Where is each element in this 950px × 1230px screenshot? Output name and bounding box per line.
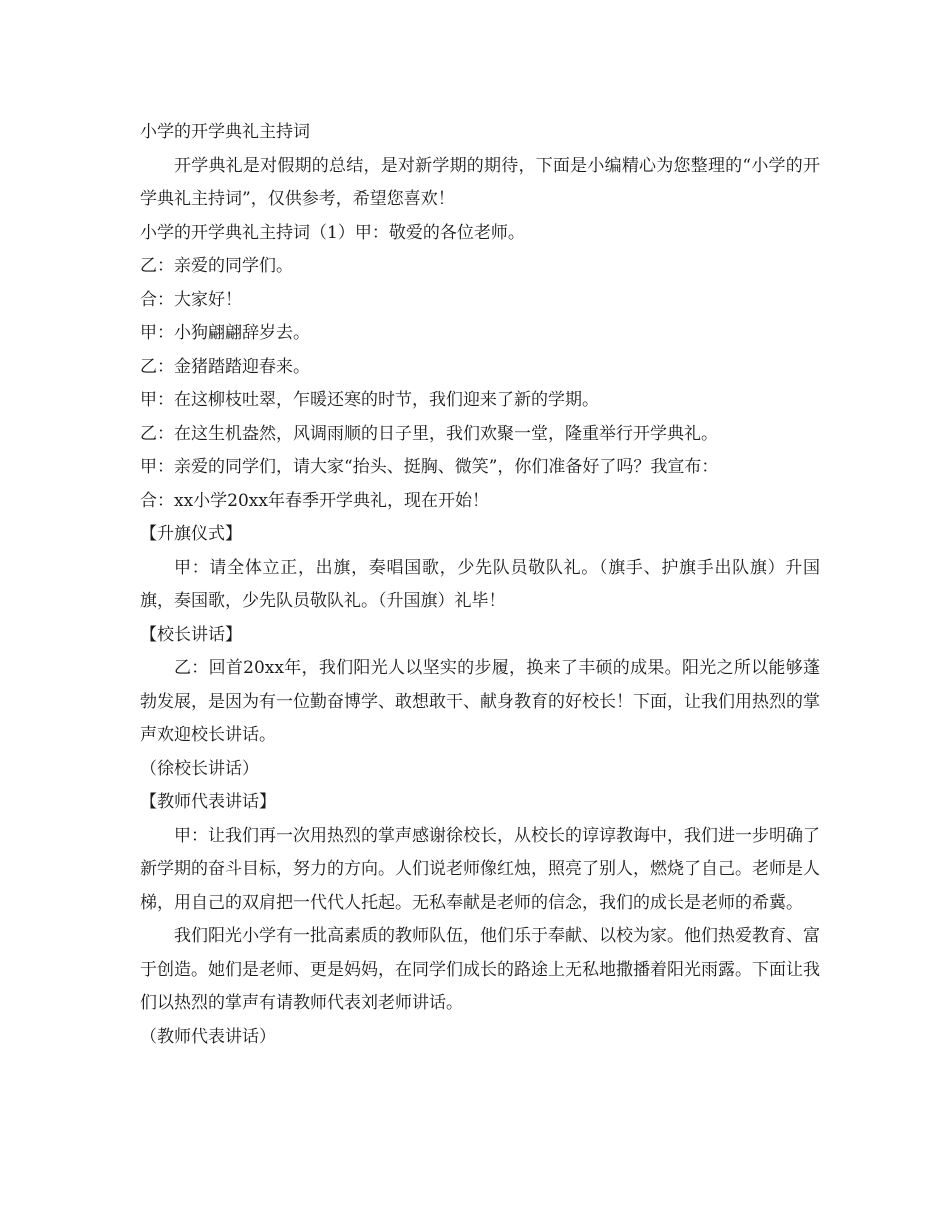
- teacher-paragraph-2: 我们阳光小学有一批高素质的教师队伍，他们乐于奉献、以校为家。他们热爱教育、富于创造。她们是老师、更是妈妈，在同学们成长的路途上无私地撒播着阳光雨露。下面让我们以热烈的掌声有请教师代表刘老师讲话。: [140, 926, 820, 1013]
- dialogue-line: 甲：在这柳枝吐翠，乍暖还寒的时节，我们迎来了新的学期。: [140, 390, 599, 410]
- section-heading-flag: 【升旗仪式】: [140, 524, 242, 544]
- dialogue-line: 乙：亲爱的同学们。: [140, 256, 293, 276]
- principal-note: （徐校长讲话）: [140, 758, 259, 779]
- flag-ceremony-paragraph: 甲：请全体立正，出旗，奏唱国歌，少先队员敬队礼。（旗手、护旗手出队旗）升国旗，奏国歌，少先队员敬队礼。（升国旗）礼毕！: [140, 557, 820, 611]
- dialogue-line: 甲：亲爱的同学们，请大家“抬头、挺胸、微笑”，你们准备好了吗？我宣布：: [140, 457, 719, 477]
- dialogue-line: 合：xx小学20xx年春季开学典礼，现在开始！: [140, 490, 489, 511]
- dialogue-line: 乙：金猪踏踏迎春来。: [140, 356, 310, 377]
- document-title: 小学的开学典礼主持词: [140, 122, 310, 142]
- dialogue-line: 小学的开学典礼主持词（1）甲：敬爱的各位老师。: [140, 222, 525, 243]
- section-heading-principal: 【校长讲话】: [140, 624, 242, 645]
- document-body: [140, 116, 820, 1054]
- dialogue-line: 乙：在这生机盎然，风调雨顺的日子里，我们欢聚一堂，隆重举行开学典礼。: [140, 423, 718, 444]
- teacher-paragraph-1: 甲：让我们再一次用热烈的掌声感谢徐校长，从校长的谆谆教诲中，我们进一步明确了新学期的奋斗目标，努力的方向。人们说老师像红烛，照亮了别人，燃烧了自己。老师是人梯，用自己的双肩把一代代人托起。无私奉献是老师的信念，我们的成长是老师的希冀。: [140, 825, 820, 913]
- intro-paragraph: 开学典礼是对假期的总结，是对新学期的期待，下面是小编精心为您整理的“小学的开学典礼主持词”，仅供参考，希望您喜欢！: [140, 155, 820, 209]
- teacher-note: （教师代表讲话）: [140, 1026, 276, 1047]
- section-heading-teacher: 【教师代表讲话】: [140, 792, 276, 812]
- principal-paragraph: 乙：回首20xx年，我们阳光人以坚实的步履，换来了丰硕的成果。阳光之所以能够蓬勃发展，是因为有一位勤奋博学、敢想敢干、献身教育的好校长！下面，让我们用热烈的掌声欢迎校长讲话。: [140, 658, 820, 745]
- dialogue-line: 合：大家好！: [140, 289, 242, 310]
- dialogue-line: 甲：小狗翩翩辞岁去。: [140, 323, 310, 343]
